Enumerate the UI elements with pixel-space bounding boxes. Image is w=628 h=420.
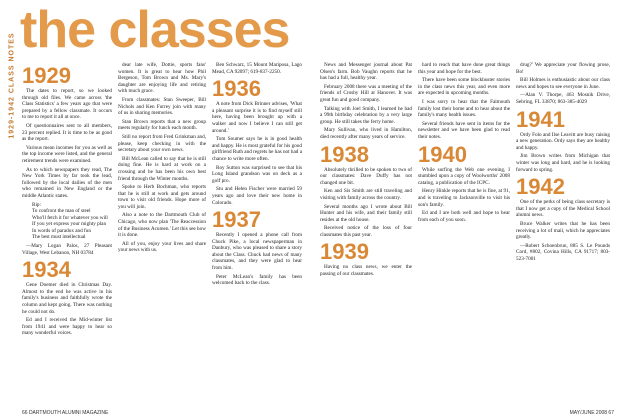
paragraph: Ordy Folo and Ilse Leavitt are busy raising a new generation. Ordy says they are healthy and happy. xyxy=(516,131,610,151)
secretary-signature: Ben Schwarz, 15 Mount Mariposa, Lago Mead, CA 92097; 619-837-2250. xyxy=(212,62,302,75)
paragraph: Having no class news, we enter the passing of our classmates. xyxy=(320,264,412,278)
paragraph: Peter McLean's family has been welcomed back to the class. xyxy=(212,273,302,287)
paragraph: February 2008 there was a meeting of the friends of Crosby Hill at Hanover. It was great fun and good company. xyxy=(320,83,412,103)
poem-line: In words of paradox and fun xyxy=(32,227,91,234)
section-side-tab xyxy=(4,20,20,150)
paragraph: A note from Dick Brinner advises, 'What a pleasant surprise it is to find myself still here, having been brought up with a walker and now I believe I can still get around.' xyxy=(212,101,302,134)
paragraph: News and Messenger journal about Pat Olsen's farm. Bob Vaughn reports that he has had a full, healthy year. xyxy=(320,62,412,82)
column-2 xyxy=(118,62,206,406)
paragraph: Absolutely thrilled to be spoken to two of our classmates: Dave Duffy has not changed one bit. xyxy=(320,166,412,186)
paragraph: While surfing the Web one evening, I stumbled upon a copy of Woolworths' 2008 catalog, a publication of the ICPC. xyxy=(418,166,510,186)
secretary-signature: —Mary Logan Palos, 27 Pleasant Village, West Lebanon, NH 03784 xyxy=(22,243,112,256)
paragraph: Bruce Walker writes that he has been receiving a lot of mail, which he appreciates greatly. xyxy=(516,220,610,241)
poem-line: Who'll fetch it for whatever you will xyxy=(32,214,108,221)
paragraph: There have been some blockbuster stories in the class news this year, and even more are expected in upcoming months. xyxy=(418,77,510,97)
paragraph: Stu and Helen Fischer were married 59 years ago and love their new home in Colorado. xyxy=(212,186,302,206)
class-year-heading: 1942 xyxy=(516,174,565,200)
column-6 xyxy=(516,62,610,406)
paragraph: Bill Holmes is enthusiastic about our class news and hopes to see everyone in June. xyxy=(516,77,610,90)
poem-line: The best must intellectual xyxy=(32,234,86,241)
paragraph: Several friends have sent in items for the newsletter and we have been glad to read their notes. xyxy=(418,120,510,140)
paragraph: All of you, enjoy your lives and share your news with us. xyxy=(118,240,206,254)
poem xyxy=(32,202,112,242)
column-4 xyxy=(320,62,412,406)
paragraph: Spoke to Herb Bochman, who reports that he is still at work and gets around town to visit old friends. Hope more of you will join. xyxy=(118,184,206,210)
paragraph: As to which newspapers they read, The New York Times by far took the lead, followed by the local dailies of the men who remained in New England or the middle Atlantic states. xyxy=(22,166,112,199)
paragraph: Various mean incomes for you as well as the top income were listed, and the general retirement trends were examined. xyxy=(22,144,112,164)
side-tab-label: 1929-1942 CLASS NOTES xyxy=(8,31,16,139)
paragraph: Talking with Joel Smith, I learned he had a 99th birthday celebration by a very large group. He still takes the ferry home. xyxy=(320,105,412,125)
paragraph: Received notice of the loss of four classmates this past year. xyxy=(320,225,412,238)
class-year-heading: 1929 xyxy=(22,63,71,88)
section-title: the classes xyxy=(20,1,290,59)
footer-right-folio: MAY/JUNE 2008 67 xyxy=(569,410,614,416)
class-year-heading: 1941 xyxy=(516,106,565,132)
paragraph: Still no report from Fred Grinkman and, please, keep checking in with the secretary about your own news. xyxy=(118,133,206,154)
class-year-heading: 1940 xyxy=(418,141,467,167)
secretary-signature: —Robert Schoenbrun, 885 S. Le Pounds Cord, #802, Covina Hills, CA 91717; 803-523-7001 xyxy=(516,242,610,262)
column-1 xyxy=(22,62,112,406)
paragraph: Ed and I are both well and hope to hear from each of you soon. xyxy=(418,210,510,223)
class-year-heading: 1938 xyxy=(320,141,369,167)
footer-left-folio: 66 DARTMOUTH ALUMNI MAGAZINE xyxy=(22,410,109,416)
paragraph: Mary Sullivan, who lived in Hamilton, died recently after many years of service. xyxy=(320,127,412,140)
paragraph: Several months ago I wrote about Bill Hunter and his wife, and their family still resides at the old house. xyxy=(320,203,412,223)
paragraph: One of the perks of being class secretary is that I now get a copy of the Medical School alumni news. xyxy=(516,199,610,219)
paragraph: Ken and Sis Smith are still traveling and visiting with family across the country. xyxy=(320,188,412,201)
page-footer xyxy=(0,408,628,420)
paragraph: drug?' We appreciate your flowing prose, Bo! xyxy=(516,62,610,75)
paragraph: Jim Brown writes from Michigan that winter was long and hard, and he is looking forward to spring. xyxy=(516,153,610,173)
poem-line: If you yet express your mighty plan xyxy=(32,221,107,228)
paragraph: Ed and I received the Mid-winter list from 1941 and were happy to hear so many wonderful voices. xyxy=(22,317,112,337)
poem-line: To confront the man of steel xyxy=(32,208,91,215)
class-year-heading: 1936 xyxy=(212,76,261,102)
poem-label: Rip: xyxy=(32,201,41,208)
paragraph: Henry Hinkle reports that he is fine, at 91, and is traveling to Jacksonville to visit his son's family. xyxy=(418,188,510,208)
class-year-heading: 1937 xyxy=(212,207,261,233)
paragraph: Roy Sutton was surprised to see that his Long Island grandson was on deck as a golf pro. xyxy=(212,164,302,184)
paragraph: From classmates: Stan Sweeper, Bill Nichols and Ken Furrey join with many of us in sharing memories. xyxy=(118,96,206,117)
paragraph: I was sorry to hear that the Falmouth family lost their home and to hear about the family's many health issues. xyxy=(418,98,510,119)
paragraph: Recently I opened a phone call from Chuck Pike, a local newspaperman in Danbury, who was pleased to share a story about the Class. Chuck had news of many classmates, and they were glad to hear from him. xyxy=(212,232,302,272)
secretary-signature: —Alan V. Thorpe, 463 Mosnik Drive, Sebring, FL 33870; 863-385-4029 xyxy=(516,92,610,105)
paragraph: Stan Brown reports that a new group meets regularly for lunch each month. xyxy=(118,118,206,132)
paragraph: Also a note to the Dartmouth Club of Chicago, who now plan 'The Reaccession of the Business Acumen.' Let this see how it is done. xyxy=(118,212,206,239)
column-5 xyxy=(418,62,510,406)
paragraph: dear late wife, Dottie, sports fans' women. It is great to hear how Phil Bergeson, Tom Brown and Ms. Mary's daughter are enjoying life and retiring with much grace. xyxy=(118,62,206,95)
paragraph: hard to reach that have done great things this year and hope for the best. xyxy=(418,62,510,75)
paragraph: Tom Soumer says he is in good health and happy. He is most grateful for his good girlfriend Ruth and regrets he has not had a chance to write more often. xyxy=(212,136,302,162)
paragraph: The dates to report, so we looked through old files. We came across 'the Class Statistics' a few years ago that were prepared by a fellow classmate. It occurs to me to report it all at once. xyxy=(22,88,112,121)
paragraph: Of questionnaires sent to all members, 23 percent replied. It is time to be as good as the report. xyxy=(22,122,112,143)
class-year-heading: 1939 xyxy=(320,239,369,265)
class-year-heading: 1934 xyxy=(22,257,71,283)
column-3 xyxy=(212,62,302,406)
paragraph: Gene Doemer died in Christmas Day. Almost to the end he was active in his family's business and faithfully wrote the column and kept going. There was nothing he could not do. xyxy=(22,282,112,315)
paragraph: Bill McLean called to say that he is still doing fine. He is hard at work on a crossing and he has been his own best friend through the Winter months. xyxy=(118,155,206,182)
